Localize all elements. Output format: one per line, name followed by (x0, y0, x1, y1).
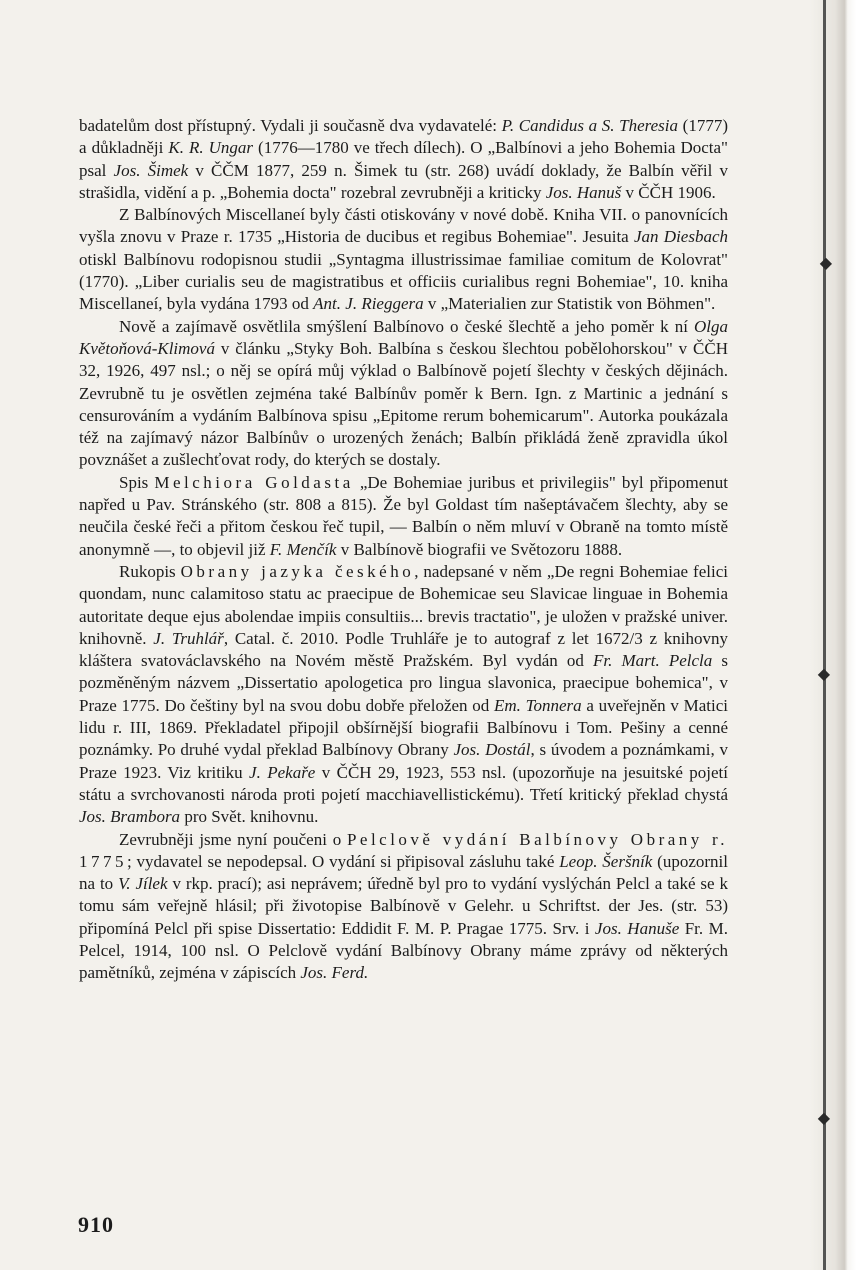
italic-reference: Jos. Hanuš (545, 182, 622, 202)
spaced-emphasis: Melchiora Goldasta (154, 472, 354, 492)
text-run: v ČČH 29, 1923, 553 nsl. (upozorňuje na jesuitské pojetí státu a svrchovanosti národa proti pojetí macchiavellistickému). Třetí kritický překlad chystá (79, 762, 728, 804)
binding-thread-mark: ◆ (817, 1108, 830, 1127)
paragraph (79, 204, 728, 315)
text-run: v článku „Styky Boh. Balbína s českou šlechtou pobělohorskou" v ČČH 32, 1926, 497 nsl.; o něj se opírá můj výklad o Balbínově pojetí šlechty v českých dějinách. Zevrubně tu je osvětlen zejména také Balbínův poměr k Bern. Ign. z Martinic a jednání s censurováním a vydáním Balbínova spisu „Epitome rerum bohemicarum". Autorka poukázala též na zajímavý názor Balbínův o urozených ženách; Balbín přikládá ženě zpravidla úkol povznášet a zušlechťovat rody, do kterých se dostaly. (79, 338, 728, 470)
paragraph (79, 115, 728, 204)
text-run: s pozměněným názvem „Dissertatio apologetica pro lingua slavonica, praecipue bohemica", v Praze 1775. Do češtiny byl na svou dobu dobře přeložen od (79, 651, 728, 715)
italic-reference: Jos. Hanuše (594, 918, 680, 938)
italic-reference: F. Menčík (269, 539, 337, 559)
text-run: Rukopis (119, 561, 181, 581)
paragraph (79, 561, 728, 829)
italic-reference: Em. Tonnera (493, 695, 582, 715)
text-run: badatelům dost přístupný. Vydali ji současně dva vydavatelé: (79, 116, 502, 135)
text-run: Spis (119, 472, 155, 492)
page-binding-edge (810, 0, 856, 1270)
italic-reference: K. R. Ungar (168, 138, 254, 158)
page-number: 910 (78, 1212, 114, 1237)
spaced-emphasis: Pelclově vydání Balbínovy Obrany r. 1775 (79, 829, 728, 871)
text-run: Nově a zajímavě osvětlila smýšlení Balbínovo o české šlechtě a jeho poměr k ní (119, 316, 694, 336)
italic-reference: Jos. Šimek (113, 160, 189, 180)
binding-shadow-line (823, 0, 826, 1270)
text-run: (upozornil na to (79, 851, 728, 894)
text-run: Zevrubněji jsme nyní poučeni o (119, 829, 347, 849)
italic-reference: Olga Květoňová-Klimová (79, 316, 728, 358)
italic-reference: Ant. J. Rieggera (313, 294, 424, 314)
paragraph (79, 829, 728, 985)
text-run: pro Svět. knihovnu. (180, 807, 319, 827)
binding-thread-mark: ◆ (819, 253, 832, 272)
text-run: (1776—1780 ve třech dílech). O „Balbínovi a jeho Bohemia Docta" psal (79, 138, 728, 180)
italic-reference: Jos. Ferd. (300, 963, 369, 983)
italic-reference: Jos. Dostál (453, 740, 531, 760)
text-run: , s úvodem a poznámkami, v Praze 1923. Viz kritiku (79, 740, 728, 782)
italic-reference: Fr. Mart. Pelcla (592, 651, 713, 671)
spaced-emphasis: Obrany jazyka českého (180, 561, 415, 581)
text-run: , Catal. č. 2010. Podle Truhláře je to autograf z let 1672/3 z knihovny klášterа svatováclavského na Novém městě Pražském. Byl vydán od (79, 628, 728, 671)
italic-reference: Jos. Brambora (79, 807, 181, 827)
italic-reference: Jan Diesbach (633, 227, 728, 247)
text-run: Fr. M. Pelcel, 1914, 100 nsl. O Pelclově vydání Balbínovy Obrany máme zprávy od některých pamětníků, zejména v zápiscích (79, 918, 728, 983)
text-run: , nadepsané v něm „De regni Bohemiae felici quondam, nunc calamitoso statu ac praecipue de Bohemicae seu Slavicae linguae in Bohemia autoritate deque ejus abolendae impiis consultiis... brevis tractatio", je uložen v pražské univer. knihovně. (79, 561, 728, 648)
text-run: v „Materialien zur Statistik von Böhmen". (423, 294, 716, 314)
text-run: a uveřejněn v Matici lidu r. III, 1869. Překladatel připojil obšírnější biografii Balbínovu i Tom. Pešiny a cenné poznámky. Po druhé vydal překlad Balbínovy Obrany (79, 695, 728, 760)
text-run: v ČČM 1877, 259 n. Šimek tu (str. 268) uvádí doklady, že Balbín věřil v strašidla, vidění a p. „Bohemia docta" rozebral zevrubněji a kriticky (79, 160, 728, 202)
italic-reference: V. Jílek (118, 874, 168, 894)
text-run: otiskl Balbínovu rodopisnou studii „Syntagma illustrissimae familiae comitum de Kolovrat" (1770). „Liber curialis seu de magistratibus et officiis curialibus regni Bohemiae", 10. kniha Miscellaneí, byla vydána 1793 od (79, 249, 728, 314)
text-run: „De Bohemiae juribus et privilegiis" byl připomenut napřed u Pav. Stránského (str. 808 a 815). Že byl Goldast tím našeptávačem šlechty, aby se neučila české řeči a přitom českou řeč tupil, — Balbín o něm mluví v Obraně na tomto místě anonymně —, to objevil již (79, 472, 729, 559)
body-text (79, 115, 728, 985)
text-run: v ČČH 1906. (621, 182, 716, 202)
italic-reference: P. Candidus a S. Theresia (501, 116, 679, 135)
text-run: v rkp. prací); asi neprávem; úředně byl pro to vydání vyslýchán Pelcl a také se k tomu sám veřejně hlásil; při životopise Balbínově v Gelehr. u Schriftst. der Jes. (str. 53) připomíná Pelcl při spise Dissertatio: Eddidit F. M. P. Pragae 1775. Srv. i (79, 874, 728, 938)
text-run: v Balbínově biografii ve Světozoru 1888. (336, 539, 623, 559)
italic-reference: J. Pekaře (249, 762, 316, 782)
text-run: (1777) a důkladněji (79, 116, 729, 158)
italic-reference: J. Truhlář (153, 628, 224, 648)
text-run: Z Balbínových Miscellaneí byly části otiskovány v nové době. Kniha VII. o panovnících vyšla znovu v Praze r. 1735 „Historia de ducibus et regibus Bohemiae". Jesuita (79, 205, 728, 247)
paragraph (79, 472, 728, 561)
paragraph (79, 316, 728, 472)
binding-thread-mark: ◆ (817, 664, 830, 683)
text-run: ; vydavatel se nepodepsal. O vydání si připisoval zásluhu také (127, 851, 560, 871)
italic-reference: Leop. Šeršník (559, 851, 653, 871)
